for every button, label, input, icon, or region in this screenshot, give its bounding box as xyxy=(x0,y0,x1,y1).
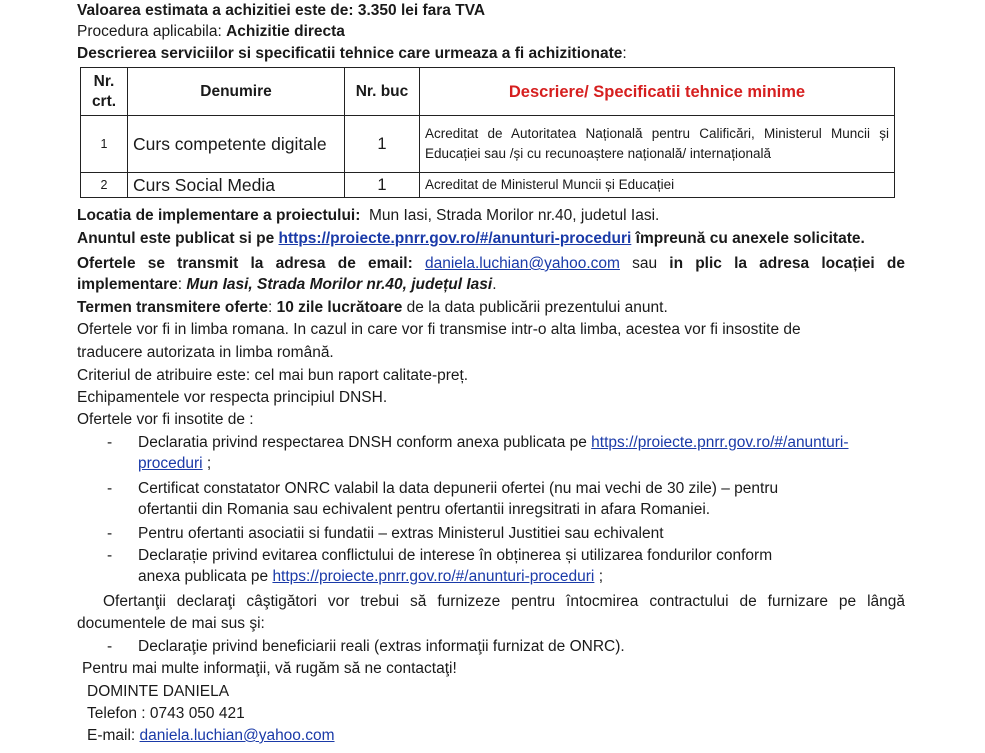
row-nr: 2 xyxy=(81,173,128,198)
description-title: Descrierea serviciilor si specificatii tehnice care urmeaza a fi achizitionate xyxy=(77,45,623,62)
bullet-onrc-line1: Certificat constatator ONRC valabil la data depunerii ofertei (nu mai vechi de 30 zile) – pentru xyxy=(138,480,779,497)
procedure-line xyxy=(77,21,345,42)
contact-name: DOMINTE DANIELA xyxy=(87,683,230,700)
bullet-dash: - xyxy=(107,547,113,564)
contact-email-line xyxy=(87,725,335,746)
bullet-dnsh-text: Declaratia privind respectarea DNSH conform anexa publicata pe xyxy=(138,434,592,451)
bullet-conflict-suffix: ; xyxy=(594,568,604,585)
offers-email-prefix: Ofertele se transmit la adresa de email: xyxy=(77,255,413,272)
list-item xyxy=(77,636,907,657)
row-qty: 1 xyxy=(345,173,420,198)
language-line-1: Ofertele vor fi in limba romana. In cazul in care vor fi transmise intr-o alta limba, acestea vor fi insostite de xyxy=(77,321,801,338)
contact-email-label: E-mail: xyxy=(87,727,140,744)
location-label: Locatia de implementare a proiectului: xyxy=(77,207,361,224)
row-name: Curs competente digitale xyxy=(128,116,345,173)
dnsh-line: Echipamentele vor respecta principiul DNSH. xyxy=(77,389,388,406)
winners-line-2: documentele de mai sus şi: xyxy=(77,615,265,632)
bullet-beneficiaries: Declaraţie privind beneficiarii reali (extras informaţii furnizat de ONRC). xyxy=(138,638,625,655)
location-value: Mun Iasi, Strada Morilor nr.40, judetul Iasi. xyxy=(360,207,660,224)
list-item xyxy=(77,523,907,544)
col-header-name: Denumire xyxy=(128,68,345,116)
implementation-end: . xyxy=(492,276,497,293)
offers-email-middle: sau xyxy=(632,255,658,272)
implementation-line xyxy=(77,274,497,295)
list-item xyxy=(77,432,907,474)
location-line xyxy=(77,205,659,226)
announcement-prefix: Anuntul este publicat si pe xyxy=(77,230,279,247)
col-header-qty: Nr. buc xyxy=(345,68,420,116)
bullet-associations: Pentru ofertanti asociatii si fundatii – extras Ministerul Justitiei sau echivalent xyxy=(138,525,664,542)
offers-email-link[interactable]: daniela.luchian@yahoo.com xyxy=(424,255,620,272)
implementation-colon: : xyxy=(177,276,187,293)
description-colon: : xyxy=(622,45,627,62)
bullet-onrc-line2: ofertantii din Romania sau echivalent pentru ofertantii inregsitrati in afara Romaniei. xyxy=(138,501,711,518)
row-qty: 1 xyxy=(345,116,420,173)
announcement-line xyxy=(77,228,865,249)
col-header-description: Descriere/ Specificatii tehnice minime xyxy=(420,68,895,116)
table-row xyxy=(81,173,895,198)
row-nr: 1 xyxy=(81,116,128,173)
deadline-line xyxy=(77,297,668,318)
announcement-link[interactable]: https://proiecte.pnrr.gov.ro/#/anunturi-proceduri xyxy=(278,230,632,247)
row-name: Curs Social Media xyxy=(128,173,345,198)
bullet-text xyxy=(138,432,907,474)
table-row xyxy=(81,116,895,173)
col-header-nr: Nr. crt. xyxy=(81,68,128,116)
bullet-conflict-link[interactable]: https://proiecte.pnrr.gov.ro/#/anunturi-proceduri xyxy=(272,568,595,585)
bullet-dnsh-suffix: ; xyxy=(202,455,212,472)
bullet-dnsh-link-part2[interactable]: proceduri xyxy=(138,455,203,472)
procedure-label: Procedura aplicabila: xyxy=(77,23,227,40)
description-title-line xyxy=(77,43,627,64)
winners-line-1: Ofertanţii declaraţi câştigători vor trebui să furnizeze pentru întocmirea contractului de furnizare pe lângă xyxy=(103,593,905,610)
bullet-dash: - xyxy=(107,434,113,451)
criteria-line: Criteriul de atribuire este: cel mai bun raport calitate-preț. xyxy=(77,367,469,384)
contact-email-link[interactable]: daniela.luchian@yahoo.com xyxy=(139,727,335,744)
announcement-suffix: împreună cu anexele solicitate. xyxy=(631,230,865,247)
row-description: Acreditat de Autoritatea Națională pentru Calificări, Ministerul Muncii și Educației sau /și cu recunoaștere națională/ internațională xyxy=(420,116,895,173)
accompanied-line: Ofertele vor fi insotite de : xyxy=(77,411,254,428)
table-header-row xyxy=(81,68,895,116)
offers-email-bold-end: in plic la adresa locației de xyxy=(669,255,905,272)
list-item xyxy=(77,478,907,520)
deadline-colon: : xyxy=(267,299,277,316)
procedure-value: Achizitie directa xyxy=(226,23,345,40)
bullet-dash: - xyxy=(107,638,113,655)
specifications-table xyxy=(80,67,895,198)
deadline-value: 10 zile lucrătoare xyxy=(276,299,403,316)
offers-email-line xyxy=(77,253,905,274)
deadline-label: Termen transmitere oferte xyxy=(77,299,268,316)
language-line-2: traducere autorizata in limba română. xyxy=(77,344,334,361)
list-item xyxy=(77,545,907,587)
contact-intro: Pentru mai multe informaţii, vă rugăm să ne contactaţi! xyxy=(82,660,457,677)
implementation-address: Mun Iasi, Strada Morilor nr.40, județul Iasi xyxy=(186,276,493,293)
bullet-text xyxy=(138,545,907,587)
estimated-value-line: Valoarea estimata a achizitiei este de: 3.350 lei fara TVA xyxy=(77,2,486,19)
bullet-dash: - xyxy=(107,525,113,542)
deadline-suffix: de la data publicării prezentului anunt. xyxy=(402,299,668,316)
bullet-text xyxy=(138,478,907,520)
bullet-conflict-prefix: anexa publicata pe xyxy=(138,568,273,585)
bullet-dnsh-link-part1[interactable]: https://proiecte.pnrr.gov.ro/#/anunturi- xyxy=(591,434,849,451)
implementation-label: implementare xyxy=(77,276,178,293)
bullet-dash: - xyxy=(107,480,113,497)
contact-phone: Telefon : 0743 050 421 xyxy=(87,705,245,722)
row-description: Acreditat de Ministerul Muncii și Educației xyxy=(420,173,895,198)
bullet-conflict-line1: Declarație privind evitarea conflictului de interese în obținerea și utilizarea fondurilor conform xyxy=(138,547,773,564)
